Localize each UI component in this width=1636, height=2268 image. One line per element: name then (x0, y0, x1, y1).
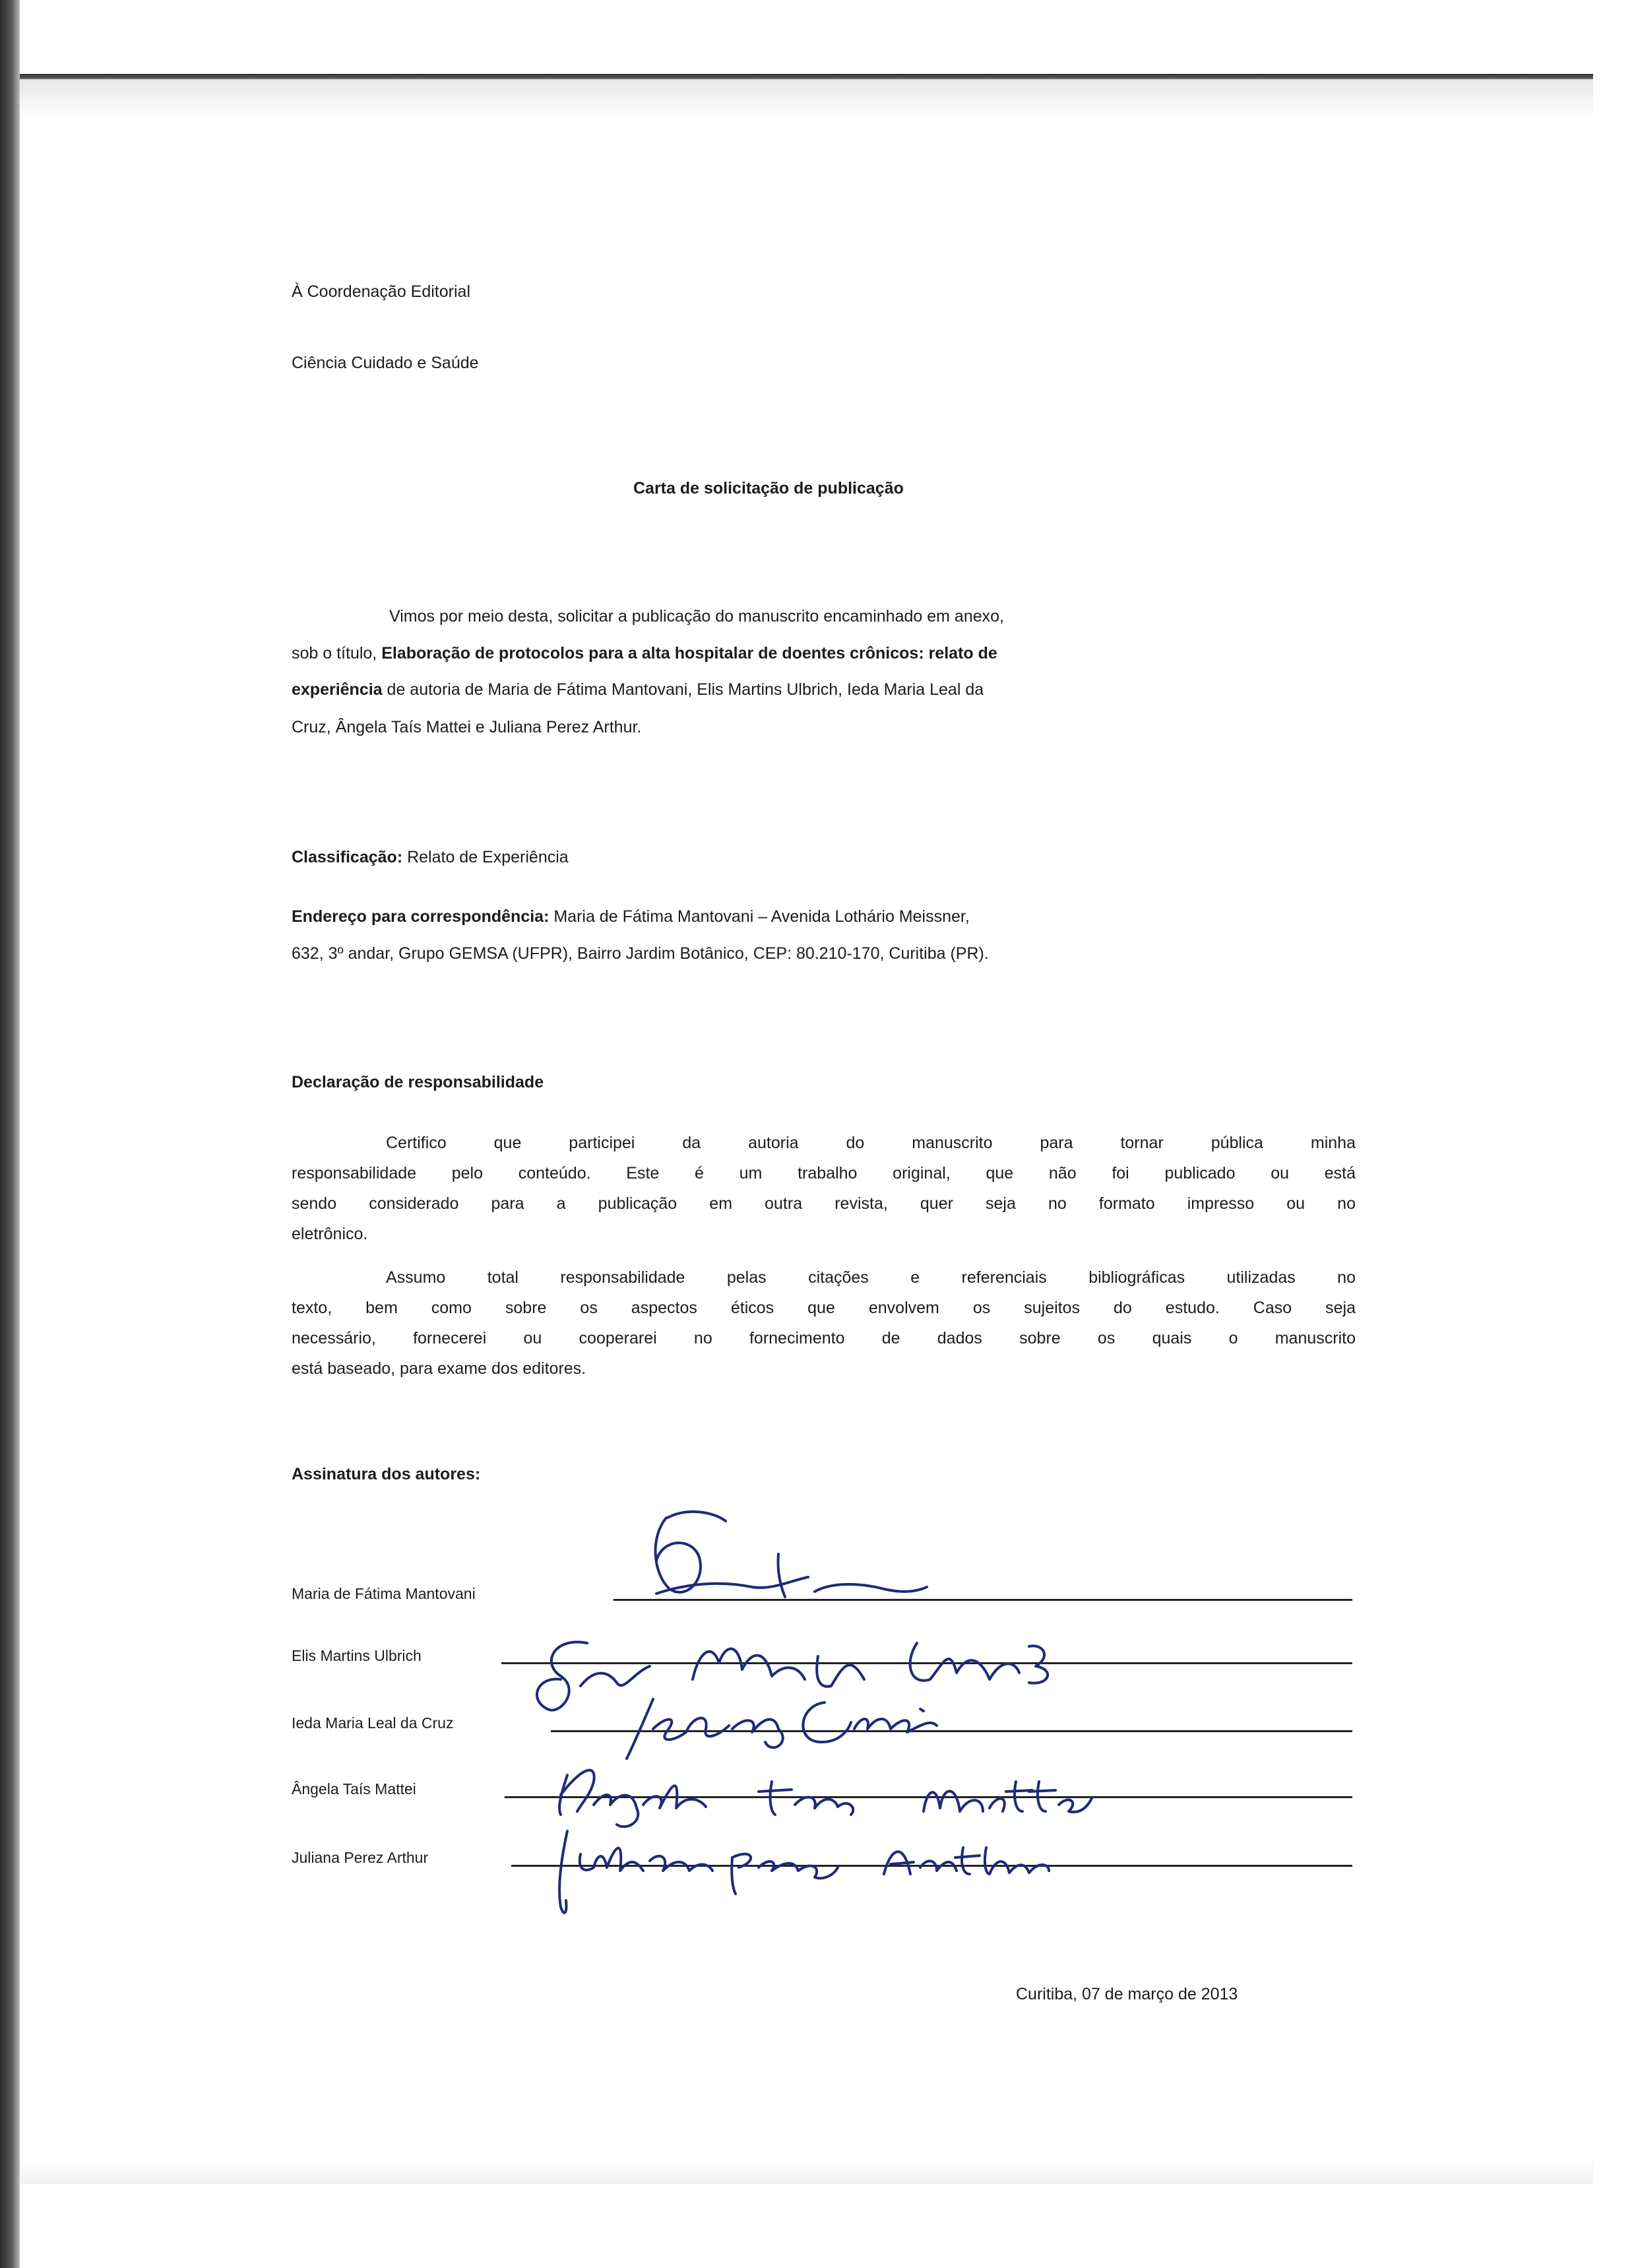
author-name: Ângela Taís Mattei (292, 1780, 416, 1798)
signature-arthur (559, 1831, 1049, 1913)
author-name: Ieda Maria Leal da Cruz (292, 1714, 454, 1732)
declaration-p1-line-4: eletrônico. (292, 1225, 368, 1243)
address-label: Endereço para correspondência: (292, 907, 550, 926)
classification-label: Classificação: (292, 848, 403, 866)
manuscript-title-part-1: Elaboração de protocolos para a alta hospitalar de doentes crônicos: relato de (381, 644, 997, 663)
author-name: Juliana Perez Arthur (292, 1849, 429, 1866)
declaration-heading: Declaração de responsabilidade (292, 1073, 544, 1091)
recipient-line-1: À Coordenação Editorial (292, 282, 470, 301)
letter-title: Carta de solicitação de publicação (633, 479, 904, 498)
address-line-1-rest: Maria de Fátima Mantovani – Avenida Lothário Meissner, (549, 907, 970, 926)
address-line-2: 632, 3º andar, Grupo GEMSA (UFPR), Bairro Jardim Botânico, CEP: 80.210-170, Curitiba (PR). (292, 944, 989, 963)
declaration-p2-line-2: texto, bem como sobre os aspectos éticos que envolvem os sujeitos do estudo. Caso seja (292, 1299, 1356, 1317)
author-name: Elis Martins Ulbrich (292, 1647, 422, 1664)
request-line-1: Vimos por meio desta, solicitar a publicação do manuscrito encaminhado em anexo, (389, 607, 1004, 626)
declaration-p2-line-3: necessário, fornecerei ou cooperarei no fornecimento de dados sobre os quais o manuscrito (292, 1329, 1356, 1347)
declaration-p1-line-1: Certifico que participei da autoria do manuscrito para tornar pública minha (386, 1134, 1356, 1152)
signature-ulbrich (537, 1642, 1048, 1710)
letter-date: Curitiba, 07 de março de 2013 (1016, 1985, 1238, 2003)
request-line-2-pre: sob o título, (292, 644, 382, 663)
declaration-p1-line-3: sendo considerado para a publicação em outra revista, quer seja no formato impresso ou no (292, 1194, 1356, 1213)
declaration-p2-line-4: está baseado, para exame dos editores. (292, 1359, 586, 1378)
author-name: Maria de Fátima Mantovani (292, 1585, 476, 1602)
recipient-line-2: Ciência Cuidado e Saúde (292, 354, 479, 372)
declaration-p1-line-2: responsabilidade pelo conteúdo. Este é um trabalho original, que não foi publicado ou está (292, 1164, 1356, 1183)
signature-mattei (559, 1770, 1092, 1827)
request-line-4: Cruz, Ângela Taís Mattei e Juliana Perez Arthur. (292, 718, 642, 736)
signature-mantovani (656, 1512, 927, 1597)
signature-cruz (627, 1699, 937, 1759)
request-line-3-rest: de autoria de Maria de Fátima Mantovani, Elis Martins Ulbrich, Ieda Maria Leal da (382, 680, 984, 699)
classification-value: Relato de Experiência (402, 848, 569, 866)
declaration-p2-line-1: Assumo total responsabilidade pelas citações e referenciais bibliográficas utilizadas no (386, 1268, 1356, 1287)
manuscript-title-part-2: experiência (292, 680, 383, 699)
signatures-heading: Assinatura dos autores: (292, 1465, 481, 1483)
